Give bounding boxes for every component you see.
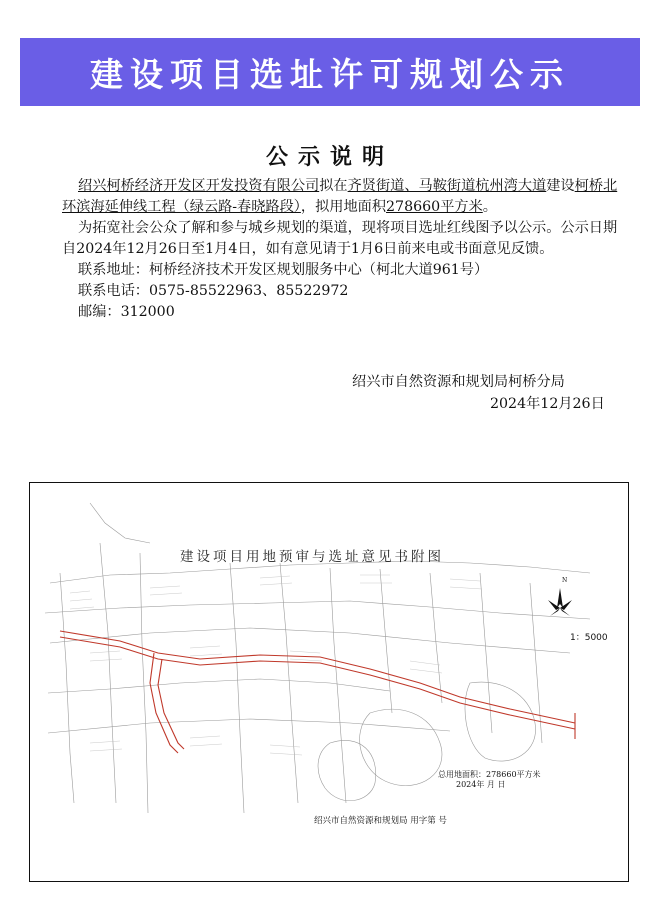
page-title: 建设项目选址许可规划公示 [90,54,570,94]
notice-paragraph-2: 为拓宽社会公众了解和参与城乡规划的渠道，现将项目选址红线图予以公示。公示日期自2024年12月26日至1月4日，如有意见请于1月6日前来电或书面意见反馈。 [62,220,618,257]
issuing-authority: 绍兴市自然资源和规划局柯桥分局 [352,374,565,390]
north-arrow-icon [548,588,572,616]
north-label: N [562,577,568,584]
map-footer: 绍兴市自然资源和规划局 用字第 号 [314,816,447,826]
contact-phone: 联系电话：0575-85522963、85522972 [78,283,349,299]
map-parcel-hatching [70,575,482,755]
site-map-frame [29,482,629,882]
project-location: 齐贤街道、马鞍街道杭州湾大道 [347,178,547,194]
land-area: 278660平方米 [386,199,483,215]
notice-body [62,176,622,323]
notice-subtitle: 公示说明 [265,145,394,170]
project-name: 柯桥北环滨海延伸线工程（绿云路-春晓路段） [62,178,618,215]
text-segment: 。 [482,199,497,215]
text-segment: 拟在 [319,178,348,194]
project-route-redline [60,631,575,753]
postcode: 邮编：312000 [78,304,175,320]
notice-date: 2024年12月26日 [490,396,605,412]
applicant-name: 绍兴柯桥经济开发区开发投资有限公司 [78,178,320,194]
total-area-label: 总用地面积：278660平方米 [438,770,541,779]
map-title: 建设项目用地预审与选址意见书附图 [180,549,444,565]
map-date-label: 2024年 月 日 [456,780,506,789]
title-banner [20,38,640,106]
text-segment: ，拟用地面积 [300,199,387,215]
contact-address: 联系地址：柯桥经济技术开发区规划服务中心（柯北大道961号） [78,262,489,278]
notice-paragraph-1 [62,176,622,218]
text-segment: 建设 [546,178,575,194]
map-scale: 1：5000 [570,633,608,643]
